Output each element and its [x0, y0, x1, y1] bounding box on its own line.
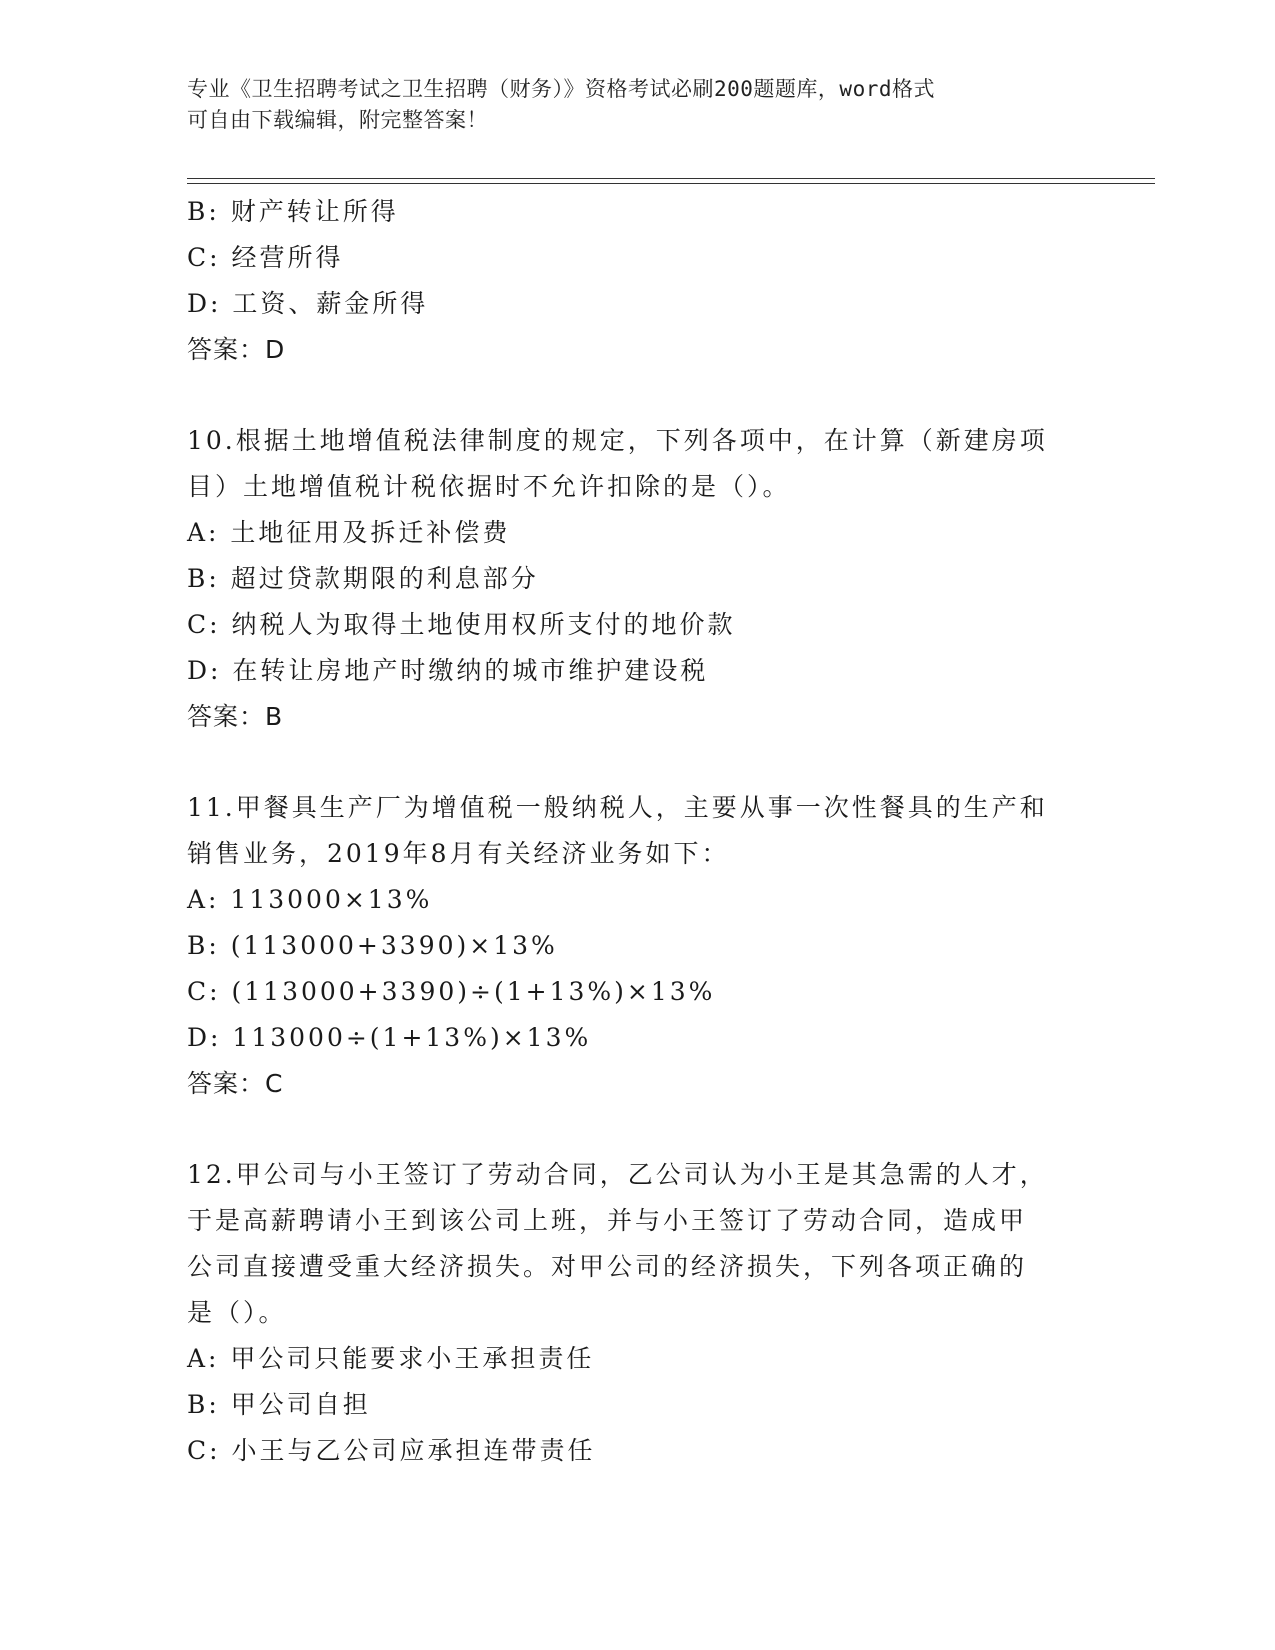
question-stem-line: 销售业务，2019年8月有关经济业务如下：	[187, 839, 730, 868]
header-divider-bottom	[187, 183, 1155, 184]
option-c: C: 纳税人为取得土地使用权所支付的地价款	[187, 610, 736, 639]
answer-line: 答案：D	[187, 335, 286, 364]
option-a: A: 甲公司只能要求小王承担责任	[187, 1344, 595, 1373]
option-a: A: 113000×13%	[187, 885, 433, 914]
question-stem-line: 于是高薪聘请小王到该公司上班，并与小王签订了劳动合同，造成甲	[187, 1206, 1028, 1235]
header-line-1: 专业《卫生招聘考试之卫生招聘（财务）》资格考试必刷200题题库，word格式	[187, 77, 935, 101]
option-c: C: 小王与乙公司应承担连带责任	[187, 1436, 596, 1465]
question-stem-line: 10.根据土地增值税法律制度的规定，下列各项中，在计算（新建房项	[187, 426, 1048, 455]
question-stem-line: 公司直接遭受重大经济损失。对甲公司的经济损失，下列各项正确的	[187, 1252, 1028, 1281]
spacer	[187, 1107, 1087, 1152]
option-b: B: 甲公司自担	[187, 1390, 371, 1419]
option-d: D: 113000÷(1+13%)×13%	[187, 1023, 592, 1052]
option-b: B: (113000+3390)×13%	[187, 931, 558, 960]
answer-line: 答案：B	[187, 702, 284, 731]
answer-line: 答案：C	[187, 1069, 284, 1098]
page-header	[187, 74, 1067, 136]
option-d: D: 在转让房地产时缴纳的城市维护建设税	[187, 656, 709, 685]
option-b: B: 超过贷款期限的利息部分	[187, 564, 539, 593]
question-stem-line: 11.甲餐具生产厂为增值税一般纳税人，主要从事一次性餐具的生产和	[187, 793, 1048, 822]
question-11	[187, 785, 1087, 1107]
spacer	[187, 373, 1087, 418]
question-stem-line: 12.甲公司与小王签订了劳动合同，乙公司认为小王是其急需的人才，	[187, 1160, 1048, 1189]
option-c: C: 经营所得	[187, 243, 344, 272]
option-a: A: 土地征用及拆迁补偿费	[187, 518, 511, 547]
question-stem-line: 目）土地增值税计税依据时不允许扣除的是（）。	[187, 472, 791, 501]
header-divider-top	[187, 178, 1155, 179]
option-c: C: (113000+3390)÷(1+13%)×13%	[187, 977, 716, 1006]
option-b: B: 财产转让所得	[187, 197, 399, 226]
question-stem-line: 是（）。	[187, 1298, 287, 1327]
question-9-tail	[187, 189, 1087, 373]
question-10	[187, 418, 1087, 740]
question-content	[187, 189, 1087, 1474]
option-d: D: 工资、薪金所得	[187, 289, 429, 318]
spacer	[187, 740, 1087, 785]
question-12	[187, 1152, 1087, 1474]
header-line-2: 可自由下载编辑，附完整答案！	[187, 108, 488, 132]
